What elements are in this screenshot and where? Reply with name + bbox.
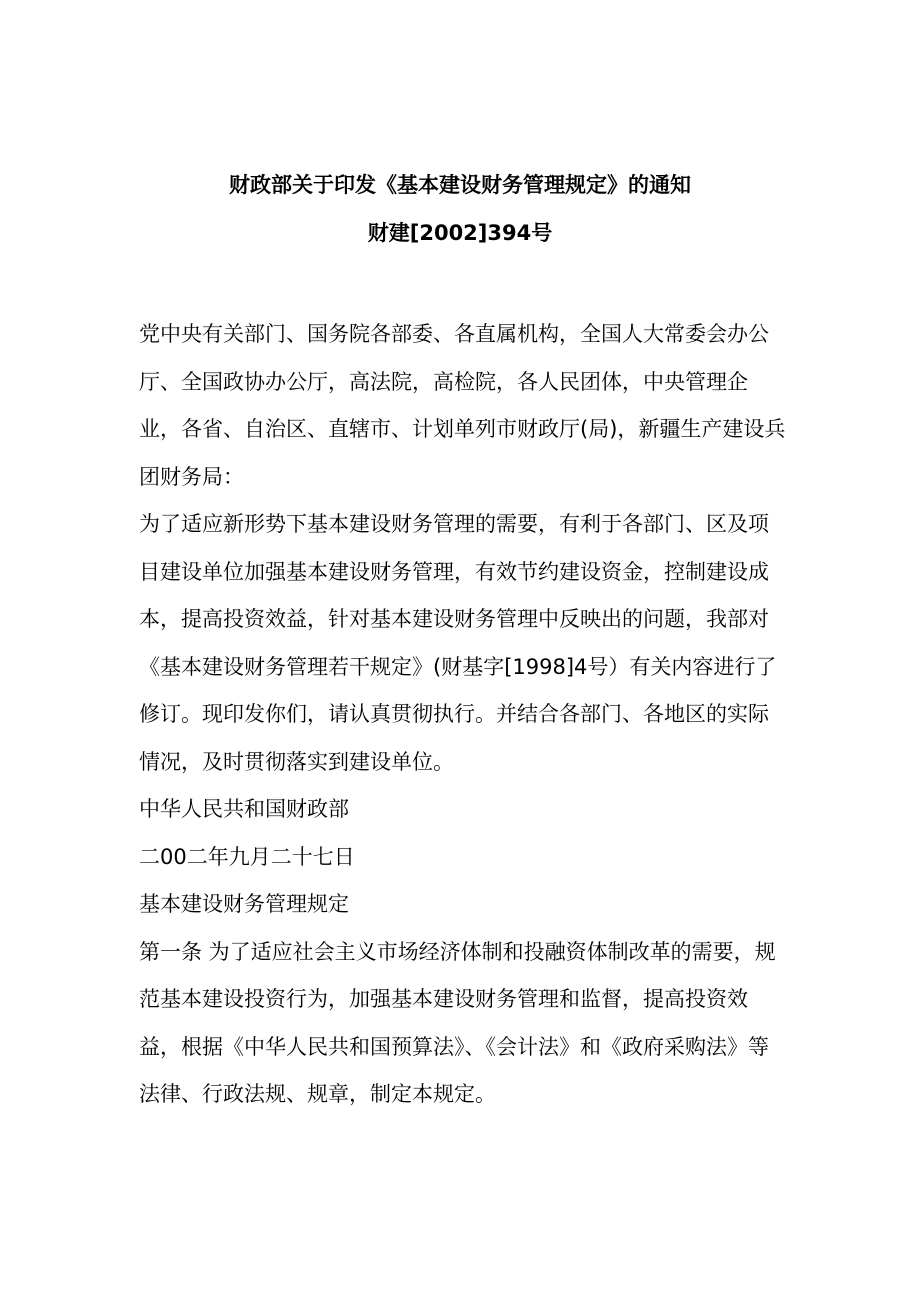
document-number: 财建[2002]394号	[367, 221, 553, 245]
issuer-line: 中华人民共和国财政部	[139, 797, 349, 821]
issue-date: 二00二年九月二十七日	[139, 844, 355, 869]
article-1-paragraph: 第一条 为了适应社会主义市场经济体制和投融资体制改革的需要，规范基本建设投资行为，加强基本建设财务管理和监督，提高投资效益，根据《中华人民共和国预算法》、《会计法》和《政府采购法》等法律、行政法规、规章，制定本规定。	[139, 939, 776, 1106]
document-body	[139, 311, 789, 1119]
notice-body-paragraph: 为了适应新形势下基本建设财务管理的需要，有利于各部门、区及项目建设单位加强基本建设财务管理，有效节约建设资金，控制建设成本，提高投资效益，针对基本建设财务管理中反映出的问题，我部对《基本建设财务管理若干规定》(财基字[1998]4号）有关内容进行了修订。现印发你们，请认真贯彻执行。并结合各部门、各地区的实际情况，及时贯彻落实到建设单位。	[139, 512, 777, 774]
document-title: 财政部关于印发《基本建设财务管理规定》的通知	[229, 173, 691, 197]
regulation-title: 基本建设财务管理规定	[139, 892, 349, 916]
addressees-paragraph: 党中央有关部门、国务院各部委、各直属机构，全国人大常委会办公厅、全国政协办公厅，高法院，高检院，各人民团体，中央管理企业，各省、自治区、直辖市、计划单列市财政厅(局)，新疆生产建设兵团财务局：	[139, 322, 786, 489]
